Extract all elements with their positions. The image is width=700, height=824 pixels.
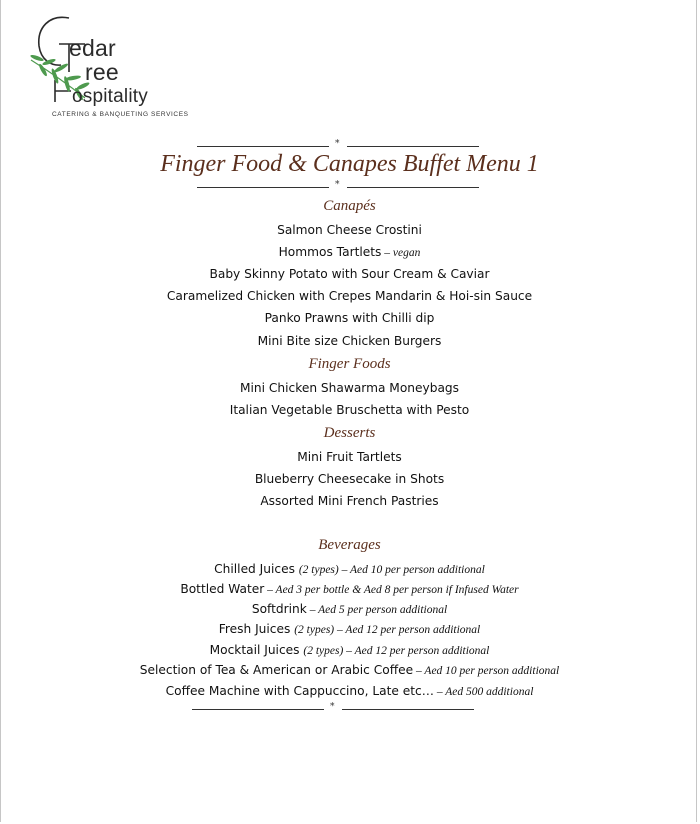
menu-item: Fresh Juices (2 types) – Aed 12 per person additional [218,622,481,636]
menu-item: Mocktail Juices (2 types) – Aed 12 per person additional [209,643,490,657]
menu-item: Softdrink – Aed 5 per person additional [251,602,448,616]
menu-item: Chilled Juices (2 types) – Aed 10 per person additional [214,562,485,576]
menu-item: Baby Skinny Potato with Sour Cream & Caviar [209,267,490,281]
logo-tagline: CATERING & BANQUETING SERVICES [52,111,189,118]
section-heading-canapes: Canapés [323,198,376,214]
section-heading-desserts: Desserts [323,425,376,441]
menu-item: Caramelized Chicken with Crepes Mandarin & Hoi-sin Sauce [166,289,533,303]
menu-item: Coffee Machine with Cappuccino, Late etc… – Aed 500 additional [165,684,534,698]
logo-text-tree: ree [85,59,119,85]
menu-item: Italian Vegetable Bruschetta with Pesto [229,403,470,417]
logo-text-cedar: edar [69,35,116,61]
menu-item: Salmon Cheese Crostini [277,223,422,237]
menu-title: Finger Food & Canapes Buffet Menu 1 [160,151,539,177]
menu-item: Mini Fruit Tartlets [297,450,402,464]
title-divider: * [197,182,481,192]
top-divider: * [197,141,481,151]
menu-item: Mini Chicken Shawarma Moneybags [240,381,459,395]
menu-item: Blueberry Cheesecake in Shots [254,472,445,486]
menu-item: Selection of Tea & American or Arabic Coffee – Aed 10 per person additional [139,663,560,677]
section-heading-beverages: Beverages [318,537,381,553]
section-heading-finger-foods: Finger Foods [308,356,391,372]
logo-text-hospitality: ospitality [72,86,148,107]
bottom-divider: * [192,704,476,714]
menu-item: Mini Bite size Chicken Burgers [257,334,442,348]
menu-item: Bottled Water – Aed 3 per bottle & Aed 8 per person if Infused Water [180,582,519,596]
menu-item: Assorted Mini French Pastries [260,494,439,508]
menu-item: Panko Prawns with Chilli dip [264,311,435,325]
menu-item: Hommos Tartlets – vegan [278,245,421,259]
cedar-tree-logo [29,10,189,122]
